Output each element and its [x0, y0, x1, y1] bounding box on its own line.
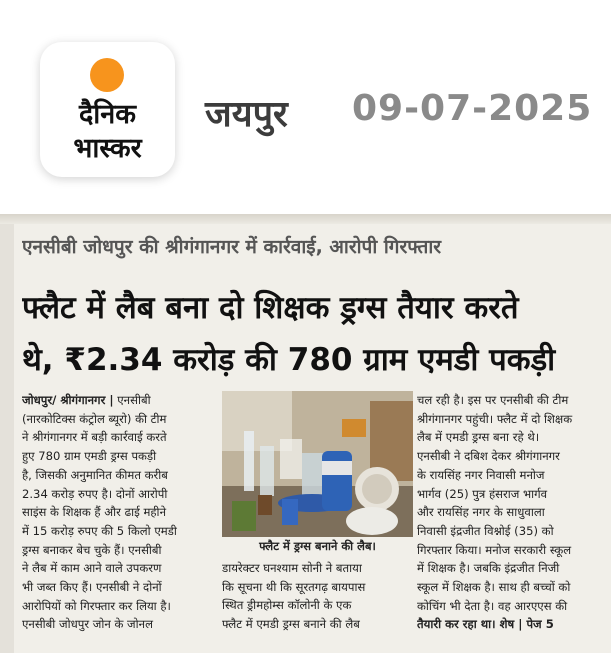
- photo-caption: फ्लैट में ड्रग्स बनाने की लैब।: [259, 539, 376, 553]
- body-line: हुए 780 ग्राम एमडी ड्रग्स पकड़ी: [22, 449, 157, 464]
- article-column-1: [22, 391, 216, 634]
- torn-edge: [0, 214, 611, 224]
- body-line: ने लैब में काम आने वाले उपकरण: [22, 561, 162, 576]
- body-line: जोधपुर/ श्रीगंगानगर | एनसीबी: [22, 393, 151, 407]
- body-line: में शिक्षक है। जबकि इंद्रजीत निजी: [417, 561, 560, 576]
- body-line: तैयारी कर रहा था। शेष | पेज 5: [417, 617, 554, 632]
- body-line: साइंस के शिक्षक हैं और ढाई महीने: [22, 505, 166, 520]
- adjacent-column-strip: [0, 224, 14, 653]
- body-line: स्थित ड्रीमहोम्स कॉलोनी के एक: [222, 598, 352, 613]
- body-line: और रायसिंह नगर के साधुवाला: [417, 505, 545, 520]
- body-line: में 15 करोड़ रुपए की 5 किलो एमडी: [22, 523, 177, 538]
- headline-line-1: फ्लैट में लैब बना दो शिक्षक ड्रग्स तैयार करते: [22, 290, 519, 326]
- body-line: (नारकोटिक्स कंट्रोल ब्यूरो) की टीम: [22, 411, 167, 426]
- body-line: निवासी इंद्रजीत विश्नोई (35) को: [417, 523, 554, 538]
- lab-photo: [222, 391, 413, 537]
- dateline: जोधपुर/ श्रीगंगानगर |: [22, 393, 114, 407]
- body-line: कोचिंग भी देता है। वह आरएएस की: [417, 598, 568, 613]
- edition-date: 09-07-2025: [352, 88, 593, 129]
- body-line: 2.34 करोड़ रुपए है। दोनों आरोपी: [22, 486, 168, 501]
- body-line: भी जब्त किए हैं। एनसीबी ने दोनों: [22, 580, 162, 595]
- headline-line-2: थे, ₹2.34 करोड़ की 780 ग्राम एमडी पकड़ी: [22, 342, 556, 378]
- lab-equipment-illustration: [222, 391, 413, 537]
- body-line: भार्गव (25) पुत्र हंसराज भार्गव: [417, 486, 548, 501]
- logo-line-1: दैनिक: [78, 99, 137, 130]
- body-line: श्रीगंगानगर पहुंची। फ्लैट में दो शिक्षक: [417, 411, 573, 426]
- article-kicker: एनसीबी जोधपुर की श्रीगंगानगर में कार्रवाई, आरोपी गिरफ्तार: [22, 236, 442, 258]
- edition-city: जयपुर: [205, 94, 288, 135]
- article-headline: [22, 282, 607, 386]
- body-line: स्कूल में शिक्षक है। साथ ही बच्चों को: [417, 580, 571, 595]
- body-line: गिरफ्तार किया। मनोज सरकारी स्कूल: [417, 542, 572, 557]
- body-line: एनसीबी जोधपुर जोन के जोनल: [22, 617, 153, 632]
- body-line: चल रही है। इस पर एनसीबी की टीम: [417, 393, 569, 407]
- body-line: के रायसिंह नगर निवासी मनोज: [417, 467, 545, 482]
- body-line: एनसीबी ने दबिश देकर श्रीगंगानगर: [417, 449, 560, 464]
- body-line: है, जिसकी अनुमानित कीमत करीब: [22, 467, 168, 482]
- body-line: कि सूचना थी कि सूरतगढ़ बायपास: [222, 579, 366, 594]
- sun-icon: [90, 58, 124, 92]
- body-line: लैब में एमडी ड्रग्स बना रहे थे।: [417, 430, 540, 445]
- body-line: आरोपियों को गिरफ्तार कर लिया है।: [22, 598, 171, 613]
- article-column-2: [222, 559, 413, 634]
- body-line: फ्लैट में एमडी ड्रग्स बनाने की लैब: [222, 617, 360, 632]
- body-line: ने श्रीगंगानगर में बड़ी कार्रवाई करते: [22, 430, 167, 445]
- dainik-bhaskar-logo: [40, 42, 175, 177]
- body-line: ड्रग्स बनाकर बेच चुके हैं। एनसीबी: [22, 542, 162, 557]
- article-column-3: [417, 391, 607, 634]
- body-line: डायरेक्टर घनश्याम सोनी ने बताया: [222, 561, 362, 575]
- app-header: [0, 0, 611, 210]
- logo-line-2: भास्कर: [73, 133, 142, 164]
